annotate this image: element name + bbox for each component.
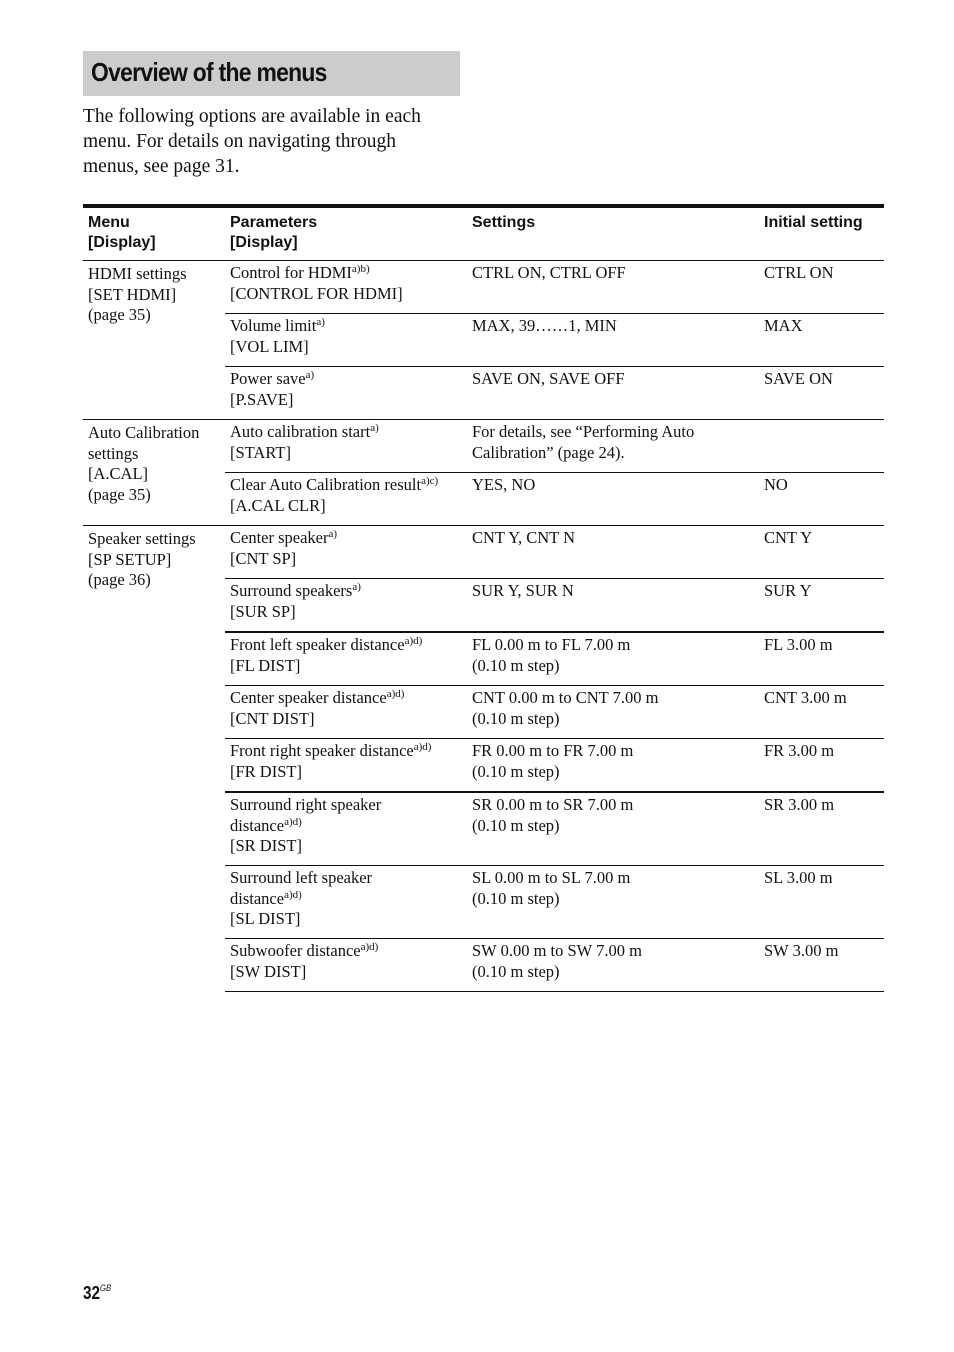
parameter-cell bbox=[225, 632, 467, 686]
parameter-name: Front left speaker distance bbox=[230, 635, 405, 654]
initial-setting-cell: CNT Y bbox=[759, 526, 884, 579]
settings-line: FL 0.00 m to FL 7.00 m bbox=[472, 635, 631, 654]
page-number-value: 32 bbox=[83, 1283, 101, 1303]
settings-line: Calibration” (page 24). bbox=[472, 442, 625, 462]
parameter-display: [CNT SP] bbox=[230, 548, 297, 568]
footnote-mark: a)d) bbox=[413, 741, 432, 753]
settings-cell bbox=[467, 866, 759, 939]
settings-line: (0.10 m step) bbox=[472, 761, 560, 781]
header-initial-setting: Initial setting bbox=[759, 206, 884, 261]
parameter-display: [VOL LIM] bbox=[230, 336, 309, 356]
intro-paragraph bbox=[83, 104, 463, 179]
footnote-mark: a)d) bbox=[404, 635, 423, 647]
header-parameters-label: Parameters bbox=[230, 214, 318, 231]
parameter-cell bbox=[225, 367, 467, 420]
settings-line: MAX, 39……1, MIN bbox=[472, 316, 617, 335]
menu-line: settings bbox=[88, 443, 139, 463]
header-parameters bbox=[225, 206, 467, 261]
footnote-mark: a)d) bbox=[360, 941, 379, 953]
parameter-name: Clear Auto Calibration result bbox=[230, 475, 422, 494]
settings-cell bbox=[467, 632, 759, 686]
initial-setting-cell: CNT 3.00 m bbox=[759, 686, 884, 739]
menu-line: [A.CAL] bbox=[88, 464, 149, 483]
settings-cell bbox=[467, 261, 759, 314]
header-settings: Settings bbox=[467, 206, 759, 261]
parameter-name: Power save bbox=[230, 369, 306, 388]
footnote-mark: a)b) bbox=[351, 263, 370, 275]
initial-setting-cell: SAVE ON bbox=[759, 367, 884, 420]
settings-cell bbox=[467, 526, 759, 579]
menu-line: (page 35) bbox=[88, 305, 151, 324]
settings-line: (0.10 m step) bbox=[472, 888, 560, 908]
settings-line: SR 0.00 m to SR 7.00 m bbox=[472, 795, 634, 814]
page-title: Overview of the menus bbox=[91, 57, 327, 87]
settings-line: FR 0.00 m to FR 7.00 m bbox=[472, 741, 634, 760]
menu-line: Auto Calibration bbox=[88, 423, 200, 442]
initial-setting-cell: SL 3.00 m bbox=[759, 866, 884, 939]
initial-setting-cell: NO bbox=[759, 473, 884, 526]
intro-line: The following options are available in each bbox=[83, 106, 421, 127]
parameter-cell bbox=[225, 939, 467, 992]
settings-line: (0.10 m step) bbox=[472, 655, 560, 675]
initial-setting-cell: FL 3.00 m bbox=[759, 632, 884, 686]
menu-line: [SET HDMI] bbox=[88, 284, 177, 304]
parameter-display: [SUR SP] bbox=[230, 601, 296, 621]
table-header bbox=[83, 206, 884, 261]
initial-setting-cell bbox=[759, 420, 884, 473]
parameter-display: [FL DIST] bbox=[230, 655, 301, 675]
parameter-name: distance bbox=[230, 888, 285, 908]
parameter-name: Front right speaker distance bbox=[230, 741, 414, 760]
parameter-cell bbox=[225, 792, 467, 866]
settings-line: YES, NO bbox=[472, 475, 536, 494]
parameter-name: Volume limit bbox=[230, 316, 317, 335]
settings-cell bbox=[467, 579, 759, 633]
intro-line: menu. For details on navigating through bbox=[83, 131, 397, 152]
footnote-mark: a) bbox=[370, 422, 379, 434]
settings-line: For details, see “Performing Auto bbox=[472, 422, 695, 441]
parameter-display: [SL DIST] bbox=[230, 909, 301, 928]
parameter-display: [CONTROL FOR HDMI] bbox=[230, 283, 403, 303]
footnote-mark: a)c) bbox=[421, 475, 439, 487]
initial-setting-cell: FR 3.00 m bbox=[759, 739, 884, 793]
menu-line: Speaker settings bbox=[88, 529, 196, 548]
parameter-cell bbox=[225, 686, 467, 739]
parameter-display: [SR DIST] bbox=[230, 836, 302, 855]
settings-line: CTRL ON, CTRL OFF bbox=[472, 263, 626, 282]
menu-line: HDMI settings bbox=[88, 264, 187, 283]
initial-setting-cell: SUR Y bbox=[759, 579, 884, 633]
parameter-name: Auto calibration start bbox=[230, 422, 371, 441]
settings-cell bbox=[467, 420, 759, 473]
section-title-box bbox=[83, 51, 460, 96]
parameter-display: [SW DIST] bbox=[230, 961, 307, 981]
settings-cell bbox=[467, 314, 759, 367]
footnote-mark: a) bbox=[305, 369, 315, 381]
parameter-cell bbox=[225, 261, 467, 314]
footnote-mark: a)d) bbox=[386, 688, 405, 700]
settings-line: SAVE ON, SAVE OFF bbox=[472, 369, 625, 388]
parameter-display: [CNT DIST] bbox=[230, 708, 315, 728]
header-menu-display: [Display] bbox=[88, 234, 156, 251]
parameter-name: Control for HDMI bbox=[230, 263, 352, 282]
initial-setting-cell: CTRL ON bbox=[759, 261, 884, 314]
initial-setting-cell: SW 3.00 m bbox=[759, 939, 884, 992]
menu-line: [SP SETUP] bbox=[88, 549, 172, 569]
settings-cell bbox=[467, 367, 759, 420]
header-parameters-display: [Display] bbox=[230, 234, 298, 251]
settings-cell bbox=[467, 473, 759, 526]
settings-cell bbox=[467, 939, 759, 992]
parameter-cell bbox=[225, 739, 467, 793]
parameter-name: Center speaker bbox=[230, 528, 329, 547]
settings-line: SUR Y, SUR N bbox=[472, 581, 574, 600]
parameter-display: [P.SAVE] bbox=[230, 389, 294, 409]
header-menu bbox=[83, 206, 225, 261]
initial-setting-cell: MAX bbox=[759, 314, 884, 367]
parameter-display: [START] bbox=[230, 442, 291, 462]
settings-line: (0.10 m step) bbox=[472, 961, 560, 981]
table-row bbox=[83, 420, 884, 473]
settings-cell bbox=[467, 792, 759, 866]
menu-cell-speaker bbox=[83, 526, 225, 992]
menu-overview-table bbox=[83, 204, 884, 992]
page-number bbox=[83, 1283, 111, 1304]
settings-line: (0.10 m step) bbox=[472, 815, 560, 835]
page-number-suffix: GB bbox=[100, 1283, 112, 1293]
settings-line: SL 0.00 m to SL 7.00 m bbox=[472, 868, 631, 887]
footnote-mark: a) bbox=[328, 528, 338, 540]
intro-line: menus, see page 31. bbox=[83, 156, 240, 177]
parameter-display: [A.CAL CLR] bbox=[230, 495, 326, 515]
parameter-cell bbox=[225, 314, 467, 367]
header-menu-label: Menu bbox=[88, 214, 130, 231]
settings-line: CNT 0.00 m to CNT 7.00 m bbox=[472, 688, 659, 707]
parameter-cell bbox=[225, 579, 467, 633]
parameter-name: Surround right speaker bbox=[230, 795, 382, 814]
footnote-mark: a) bbox=[316, 316, 325, 328]
footnote-mark: a)d) bbox=[284, 815, 302, 828]
settings-cell bbox=[467, 686, 759, 739]
settings-line: CNT Y, CNT N bbox=[472, 528, 575, 547]
menu-cell-auto-calibration bbox=[83, 420, 225, 526]
parameter-name: Subwoofer distance bbox=[230, 941, 361, 960]
menu-line: (page 36) bbox=[88, 570, 151, 589]
parameter-name: Surround left speaker bbox=[230, 868, 373, 887]
parameter-cell bbox=[225, 420, 467, 473]
initial-setting-cell: SR 3.00 m bbox=[759, 792, 884, 866]
parameter-cell bbox=[225, 473, 467, 526]
footnote-mark: a)d) bbox=[284, 888, 302, 901]
footnote-mark: a) bbox=[352, 581, 361, 593]
parameter-cell bbox=[225, 526, 467, 579]
table-row bbox=[83, 261, 884, 314]
parameter-name: distance bbox=[230, 815, 285, 835]
settings-cell bbox=[467, 739, 759, 793]
parameter-display: [FR DIST] bbox=[230, 761, 302, 781]
parameter-name: Surround speakers bbox=[230, 581, 353, 600]
menu-line: (page 35) bbox=[88, 484, 151, 504]
settings-line: (0.10 m step) bbox=[472, 708, 560, 728]
menu-cell-hdmi bbox=[83, 261, 225, 420]
parameter-cell bbox=[225, 866, 467, 939]
parameter-name: Center speaker distance bbox=[230, 688, 387, 707]
table-row bbox=[83, 526, 884, 579]
settings-line: SW 0.00 m to SW 7.00 m bbox=[472, 941, 642, 960]
